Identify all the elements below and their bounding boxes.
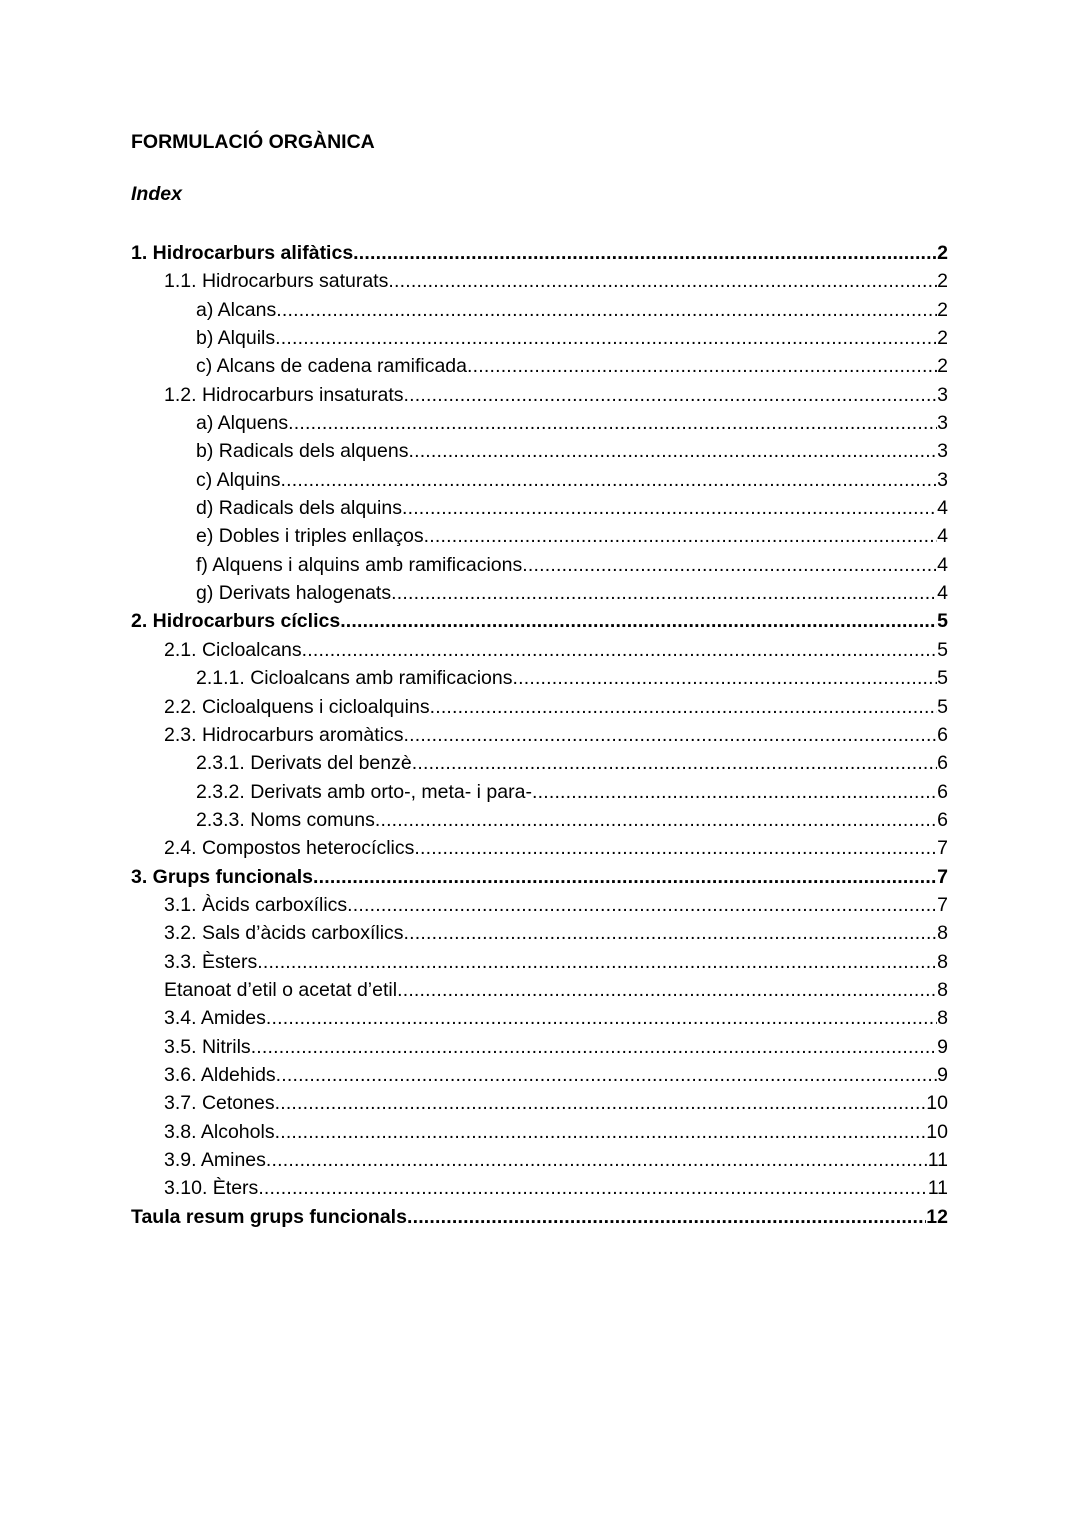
- toc-entry[interactable]: [131, 693, 948, 721]
- toc-entry-page-number: 6: [937, 780, 948, 803]
- toc-entry-label: d) Radicals dels alquins: [196, 497, 402, 520]
- toc-entry[interactable]: [131, 806, 948, 834]
- toc-entry[interactable]: [131, 494, 948, 522]
- toc-entry-page-number: 3: [937, 440, 948, 463]
- toc-entry-label: 2.3.3. Noms comuns: [196, 808, 375, 831]
- toc-entry-label: 3.4. Amides: [164, 1007, 266, 1030]
- toc-entry-label: c) Alquins: [196, 468, 281, 491]
- toc-dot-leader: [281, 466, 938, 494]
- toc-entry-page-number: 7: [937, 893, 948, 916]
- toc-entry-label: c) Alcans de cadena ramificada: [196, 355, 467, 378]
- toc-entry-page-number: 10: [926, 1120, 948, 1143]
- toc-entry-label: 1.1. Hidrocarburs saturats: [164, 270, 389, 293]
- toc-entry-label: a) Alquens: [196, 412, 289, 435]
- toc-entry-page-number: 4: [937, 525, 948, 548]
- document-title: FORMULACIÓ ORGÀNICA: [131, 131, 375, 153]
- toc-dot-leader: [404, 721, 938, 749]
- toc-entry[interactable]: [131, 778, 948, 806]
- toc-entry-page-number: 8: [937, 950, 948, 973]
- toc-entry[interactable]: [131, 721, 948, 749]
- toc-dot-leader: [288, 409, 937, 437]
- toc-entry[interactable]: [131, 522, 948, 550]
- toc-dot-leader: [402, 494, 937, 522]
- toc-entry[interactable]: [131, 636, 948, 664]
- toc-entry[interactable]: [131, 239, 948, 267]
- toc-entry-label: 3.10. Èters: [164, 1177, 259, 1200]
- toc-entry-label: f) Alquens i alquins amb ramificacions: [196, 553, 523, 576]
- toc-entry-label: 3.6. Aldehids: [164, 1063, 276, 1086]
- toc-entry-page-number: 5: [937, 610, 948, 633]
- toc-entry-label: 3.7. Cetones: [164, 1092, 275, 1115]
- toc-dot-leader: [313, 863, 937, 891]
- toc-dot-leader: [404, 919, 938, 947]
- toc-entry-label: b) Radicals dels alquens: [196, 440, 409, 463]
- toc-entry[interactable]: [131, 579, 948, 607]
- toc-entry[interactable]: [131, 948, 948, 976]
- toc-entry-page-number: 2: [937, 298, 948, 321]
- toc-entry[interactable]: [131, 1146, 948, 1174]
- toc-entry-page-number: 3: [937, 383, 948, 406]
- toc-entry-page-number: 2: [937, 355, 948, 378]
- toc-entry-label: 3.8. Alcohols: [164, 1120, 275, 1143]
- toc-entry[interactable]: [131, 1118, 948, 1146]
- toc-entry-page-number: 4: [937, 582, 948, 605]
- table-of-contents: [131, 239, 948, 1231]
- toc-dot-leader: [404, 381, 938, 409]
- toc-dot-leader: [408, 437, 937, 465]
- toc-entry[interactable]: [131, 891, 948, 919]
- toc-dot-leader: [302, 636, 937, 664]
- toc-dot-leader: [340, 607, 937, 635]
- toc-entry-page-number: 9: [937, 1035, 948, 1058]
- toc-entry[interactable]: [131, 409, 948, 437]
- toc-dot-leader: [266, 1004, 937, 1032]
- toc-entry-page-number: 10: [926, 1092, 948, 1115]
- toc-entry[interactable]: [131, 324, 948, 352]
- toc-dot-leader: [412, 749, 937, 777]
- toc-dot-leader: [353, 239, 937, 267]
- toc-dot-leader: [407, 1203, 926, 1231]
- toc-dot-leader: [276, 296, 937, 324]
- toc-entry-label: 2.3. Hidrocarburs aromàtics: [164, 723, 404, 746]
- toc-entry[interactable]: [131, 1174, 948, 1202]
- toc-entry[interactable]: [131, 381, 948, 409]
- toc-dot-leader: [275, 324, 937, 352]
- toc-entry-page-number: 9: [937, 1063, 948, 1086]
- toc-entry-label: g) Derivats halogenats: [196, 582, 392, 605]
- toc-entry[interactable]: [131, 352, 948, 380]
- toc-entry[interactable]: [131, 976, 948, 1004]
- toc-entry-label: a) Alcans: [196, 298, 277, 321]
- toc-entry-page-number: 12: [926, 1205, 948, 1228]
- toc-entry[interactable]: [131, 1033, 948, 1061]
- toc-entry-page-number: 8: [937, 1007, 948, 1030]
- toc-entry-label: e) Dobles i triples enllaços: [196, 525, 424, 548]
- toc-entry-label: 3.5. Nitrils: [164, 1035, 251, 1058]
- toc-entry[interactable]: [131, 664, 948, 692]
- toc-entry[interactable]: [131, 466, 948, 494]
- toc-dot-leader: [258, 1174, 927, 1202]
- toc-dot-leader: [347, 891, 937, 919]
- toc-entry-label: 2.2. Cicloalquens i cicloalquins: [164, 695, 430, 718]
- toc-dot-leader: [257, 948, 937, 976]
- toc-entry-label: 1. Hidrocarburs alifàtics: [131, 242, 354, 264]
- toc-entry-label: 3. Grups funcionals: [131, 865, 314, 888]
- toc-entry-page-number: 8: [937, 978, 948, 1001]
- toc-entry[interactable]: [131, 267, 948, 295]
- toc-dot-leader: [275, 1089, 927, 1117]
- toc-entry[interactable]: [131, 1004, 948, 1032]
- toc-entry-label: 3.2. Sals d’àcids carboxílics: [164, 922, 404, 945]
- toc-dot-leader: [266, 1146, 928, 1174]
- toc-entry[interactable]: [131, 551, 948, 579]
- toc-entry-label: 2.1.1. Cicloalcans amb ramificacions: [196, 667, 513, 690]
- toc-entry[interactable]: [131, 437, 948, 465]
- toc-entry-label: 2.1. Cicloalcans: [164, 638, 302, 661]
- toc-entry-label: 2. Hidrocarburs cíclics: [131, 610, 341, 633]
- toc-dot-leader: [251, 1033, 937, 1061]
- toc-entry-label: 3.9. Amines: [164, 1149, 266, 1171]
- toc-dot-leader: [430, 693, 938, 721]
- toc-entry[interactable]: [131, 1061, 948, 1089]
- index-heading: Index: [131, 183, 182, 205]
- toc-entry-page-number: 7: [937, 837, 948, 860]
- toc-entry-label: 3.3. Èsters: [164, 950, 258, 973]
- toc-entry-page-number: 5: [937, 667, 948, 690]
- toc-entry-label: 3.1. Àcids carboxílics: [164, 893, 348, 916]
- toc-entry-page-number: 5: [937, 638, 948, 661]
- toc-entry-page-number: 11: [927, 1149, 948, 1171]
- toc-entry-label: b) Alquils: [196, 327, 276, 350]
- toc-entry-page-number: 2: [937, 242, 948, 264]
- toc-dot-leader: [532, 778, 937, 806]
- toc-entry-page-number: 2: [937, 270, 948, 293]
- toc-dot-leader: [397, 976, 937, 1004]
- toc-dot-leader: [522, 551, 937, 579]
- toc-entry-page-number: 2: [937, 327, 948, 350]
- toc-dot-leader: [391, 579, 937, 607]
- toc-entry-page-number: 5: [937, 695, 948, 718]
- toc-entry[interactable]: [131, 607, 948, 635]
- toc-entry[interactable]: [131, 296, 948, 324]
- toc-entry-page-number: 7: [937, 865, 948, 888]
- toc-entry-page-number: 6: [937, 723, 948, 746]
- toc-entry-page-number: 11: [927, 1177, 948, 1200]
- toc-dot-leader: [375, 806, 937, 834]
- toc-entry-page-number: 6: [937, 752, 948, 775]
- toc-entry-label: 1.2. Hidrocarburs insaturats: [164, 383, 404, 406]
- toc-entry[interactable]: [131, 1203, 948, 1231]
- toc-entry-label: 2.3.1. Derivats del benzè: [196, 752, 412, 775]
- toc-entry-page-number: 3: [937, 412, 948, 435]
- toc-entry[interactable]: [131, 834, 948, 862]
- toc-entry-label: Taula resum grups funcionals: [131, 1205, 407, 1228]
- toc-dot-leader: [276, 1061, 937, 1089]
- toc-entry-page-number: 4: [937, 497, 948, 520]
- toc-dot-leader: [424, 522, 938, 550]
- toc-entry-page-number: 8: [937, 922, 948, 945]
- toc-dot-leader: [467, 352, 937, 380]
- toc-entry-page-number: 6: [937, 808, 948, 831]
- toc-dot-leader: [275, 1118, 927, 1146]
- toc-entry-page-number: 3: [937, 468, 948, 491]
- toc-entry-page-number: 4: [937, 553, 948, 576]
- toc-entry-label: 2.4. Compostos heterocíclics: [164, 837, 415, 860]
- toc-entry-label: Etanoat d’etil o acetat d’etil: [164, 978, 398, 1001]
- toc-entry[interactable]: [131, 863, 948, 891]
- toc-dot-leader: [414, 834, 937, 862]
- toc-dot-leader: [512, 664, 937, 692]
- toc-entry[interactable]: [131, 749, 948, 777]
- toc-entry[interactable]: [131, 1089, 948, 1117]
- toc-entry[interactable]: [131, 919, 948, 947]
- toc-entry-label: 2.3.2. Derivats amb orto-, meta- i para-: [196, 780, 532, 803]
- toc-dot-leader: [388, 267, 937, 295]
